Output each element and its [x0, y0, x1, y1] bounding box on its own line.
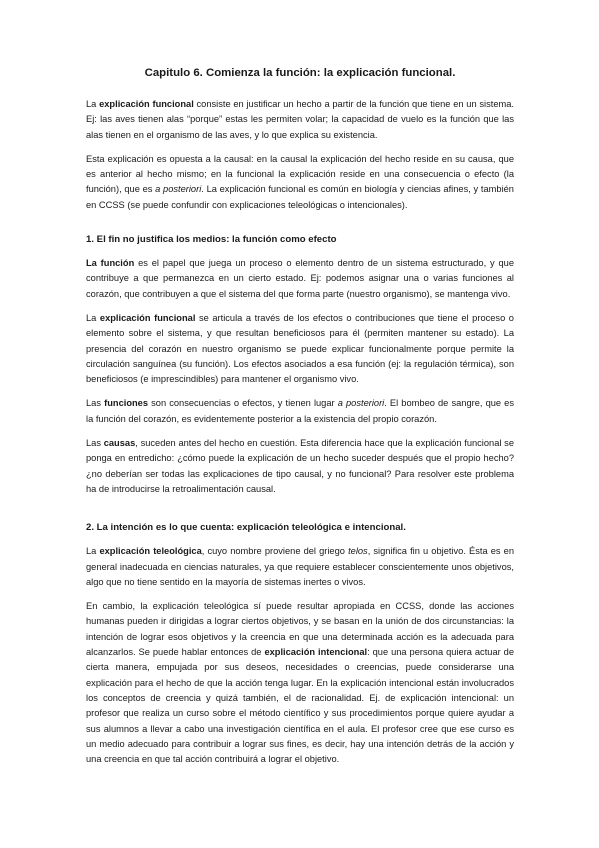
- text: se articula a través de los efectos o contribuciones que tiene el proceso o elemento sobre el sistema, y que resultan beneficiosos para él (permiten mantener su estado). La presencia del corazón en nuestro organismo se puede explicar funcionalmente porque permite la circulación sanguínea (su función). Los efectos asociados a esa función (ej: la regulación térmica), son beneficiosos (e imprescindibles) para mantener el organismo vivo.: [86, 312, 514, 385]
- text: consiste en justificar un hecho a partir de la función que tiene en un sistema. Ej: las aves tienen alas “porque” estas les permiten volar; la capacidad de vuelo es la función que las alas tienen en el organismo de las aves, y lo que explica su existencia.: [86, 99, 514, 140]
- section-1-paragraph-4: [86, 436, 514, 497]
- text: Las: [86, 438, 104, 449]
- bold-term: funciones: [104, 398, 149, 409]
- text: La: [86, 546, 100, 557]
- section-1-paragraph-2: [86, 311, 514, 387]
- section-2-paragraph-2: [86, 599, 514, 767]
- section-1-heading: 1. El fin no justifica los medios: la función como efecto: [86, 234, 337, 246]
- text: : que una persona quiera actuar de cierta manera, empujada por sus deseos, necesidades o creencias, puede considerarse una explicación para el hecho de que la acción tenga lugar. En la explicación intencional están involucrados los conceptos de creencia y quizá también, el de racionalidad. Ej. de explicación intencional: un profesor que realiza un curso sobre el método científico y sus procedimientos porque quiere ayudar a sus alumnos a llevar a cabo una investigación científica en el aula. El profesor cree que ese curso es un medio adecuado para contribuir a lograr sus fines, es decir, hay una intención detrás de la acción y una creencia en que tal acción contribuirá a lograr el objetivo.: [86, 647, 514, 765]
- text: . La explicación funcional es común en biología y ciencias afines, y también en CCSS (se puede confundir con explicaciones teleológicas o intencionales).: [86, 184, 514, 210]
- section-2-heading: 2. La intención es lo que cuenta: explicación teleológica e intencional.: [86, 522, 406, 534]
- bold-term: causas: [103, 438, 136, 449]
- bold-term: explicación funcional: [99, 99, 194, 109]
- section-2-paragraph-1: [86, 544, 514, 590]
- intro-paragraph-1: [86, 97, 514, 143]
- text: La: [86, 312, 100, 323]
- bold-term: La función: [86, 258, 135, 269]
- text: , suceden antes del hecho en cuestión. Esta diferencia hace que la explicación funcional se ponga en entredicho: ¿cómo puede la explicación de un hecho suceder después que el propio hecho? ¿no deberían ser todas las explicaciones de tipo causal, y no funcional? Para resolver este problema ha de introducirse la retroalimentación causal.: [86, 438, 514, 494]
- text: Esta explicación es opuesta a la causal: en la causal la explicación del hecho reside en su causa, que es anterior al hecho mismo; en la funcional la explicación reside en una consecuencia o efecto (la función), que es: [86, 153, 514, 195]
- text: es el papel que juega un proceso o elemento dentro de un sistema estructurado, y que contribuye a que permanezca en un cierto estado. Ej: podemos asignar una o varias funciones al corazón, que contribuyen a que el sistema del que forma parte (nuestro organismo), se mantenga vivo.: [86, 258, 514, 299]
- italic-term: a posteriori: [337, 398, 385, 409]
- text: Las: [86, 398, 105, 409]
- page-title: Capitulo 6. Comienza la función: la explicación funcional.: [144, 67, 456, 79]
- bold-term: explicación intencional: [264, 647, 368, 658]
- bold-term: explicación teleológica: [99, 546, 202, 557]
- text: , cuyo nombre proviene del griego: [201, 546, 349, 557]
- document-page: [86, 66, 514, 776]
- intro-paragraph-2: [86, 152, 514, 213]
- section-1-paragraph-1: [86, 256, 514, 302]
- text: En cambio, la explicación teleológica sí puede resultar apropiada en CCSS, donde las acciones humanas pueden ir dirigidas a lograr ciertos objetivos, y se basan en la unión de dos circunstancias: la intención de lograr esos objetivos y la creencia en que una determinada acción es la adecuada para alcanzarlos. Se puede hablar entonces de: [86, 601, 514, 658]
- text: son consecuencias o efectos, y tienen lugar: [148, 398, 338, 409]
- text: La: [86, 99, 100, 109]
- text: . El bombeo de sangre, que es la función del corazón, es evidentemente posterior a la existencia del propio corazón.: [86, 398, 515, 424]
- italic-term: a posteriori: [155, 184, 202, 195]
- italic-term: telos: [348, 546, 368, 557]
- bold-term: explicación funcional: [99, 312, 196, 323]
- text: , significa fin u objetivo. Ésta es en general inadecuada en ciencias naturales, ya que requiere establecer conscientemente unos objetivos, algo que no tiene sentido en la mayoría de sistemas inertes o vivos.: [86, 546, 514, 587]
- section-1-paragraph-3: [86, 396, 514, 427]
